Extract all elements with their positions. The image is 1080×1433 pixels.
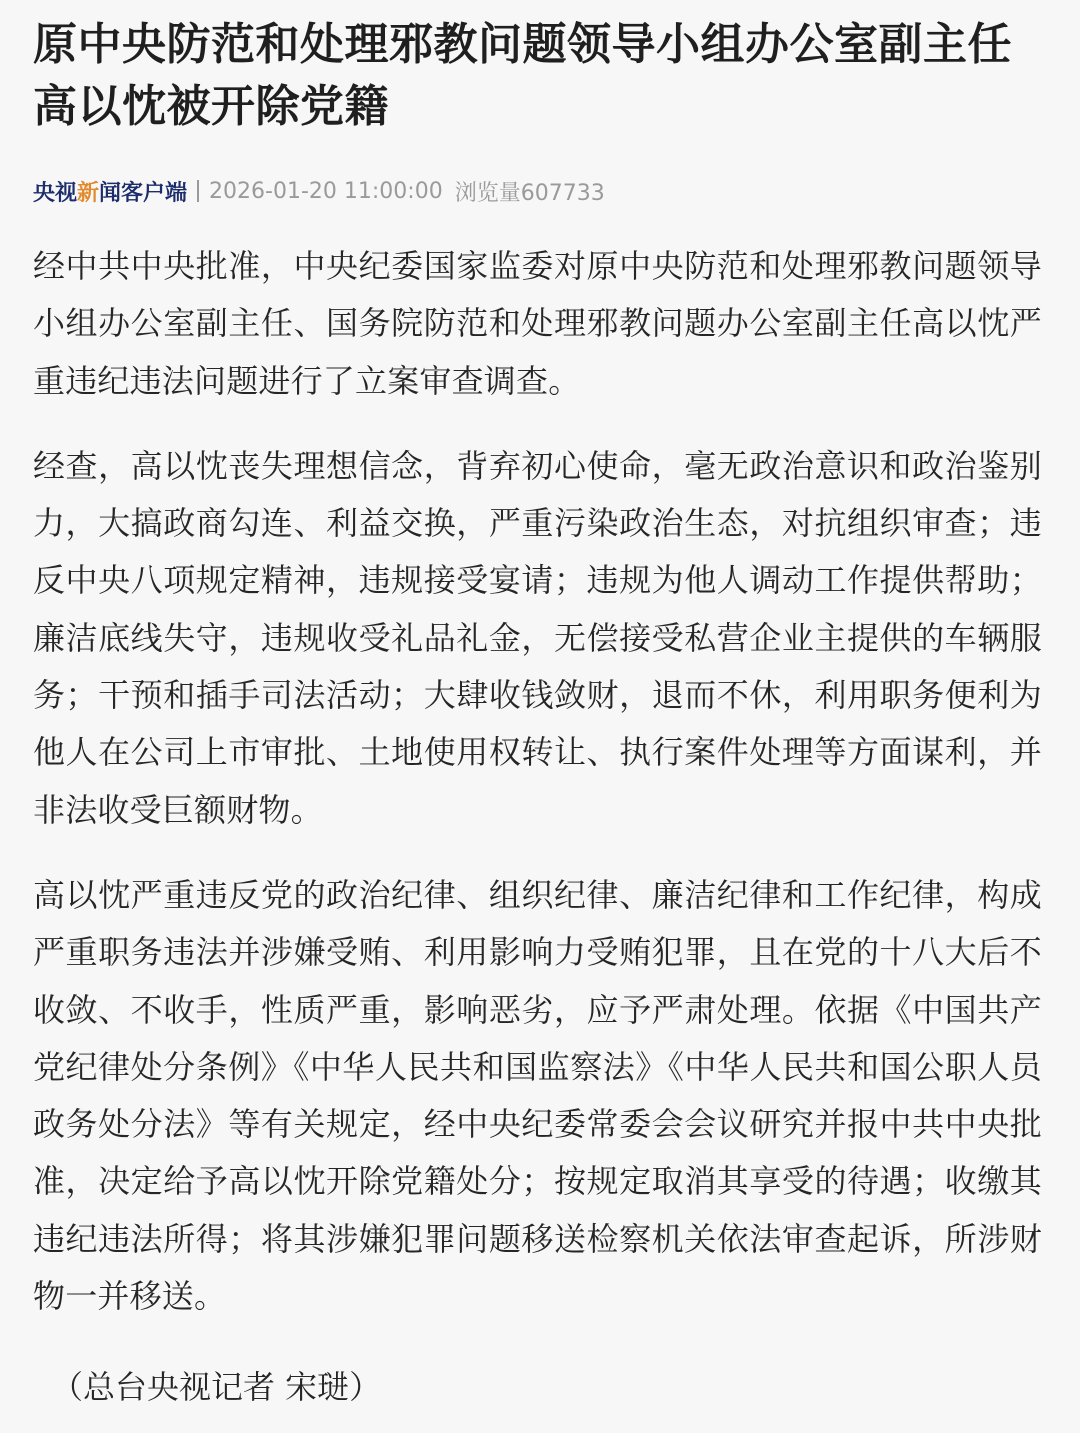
- publish-date: 2026-01-20 11:00:00: [209, 178, 443, 204]
- paragraph-1: 经中共中央批准，中央纪委国家监委对原中央防范和处理邪教问题领导小组办公室副主任、国务院防范和处理邪教问题办公室副主任高以忱严重违纪违法问题进行了立案审查调查。: [33, 247, 1042, 400]
- source-label[interactable]: [33, 176, 187, 207]
- meta-separator: [197, 180, 199, 202]
- source-part-2: 新: [77, 180, 100, 206]
- article-meta: [33, 174, 1042, 208]
- paragraph-2: 经查，高以忱丧失理想信念，背弃初心使命，毫无政治意识和政治鉴别力，大搞政商勾连、利益交换，严重污染政治生态，对抗组织审查；违反中央八项规定精神，违规接受宴请；违规为他人调动工作提供帮助；廉洁底线失守，违规收受礼品礼金，无偿接受私营企业主提供的车辆服务；干预和插手司法活动；大肆收钱敛财，退而不休，利用职务便利为他人在公司上市审批、土地使用权转让、执行案件处理等方面谋利，并非法收受巨额财物。: [33, 446, 1042, 829]
- source-part-3: 闻客户端: [99, 180, 188, 206]
- article-title: 原中央防范和处理邪教问题领导小组办公室副主任高以忱被开除党籍: [33, 19, 1012, 132]
- reporter-credit: （总台央视记者 宋琎）: [51, 1368, 382, 1407]
- paragraph-3: 高以忱严重违反党的政治纪律、组织纪律、廉洁纪律和工作纪律，构成严重职务违法并涉嫌受贿、利用影响力受贿犯罪，且在党的十八大后不收敛、不收手，性质严重，影响恶劣，应予严肃处理。依据《中国共产党纪律处分条例》《中华人民共和国监察法》《中华人民共和国公职人员政务处分法》等有关规定，经中央纪委常委会会议研究并报中共中央批准，决定给予高以忱开除党籍处分；按规定取消其享受的待遇；收缴其违纪违法所得；将其涉嫌犯罪问题移送检察机关依法审查起诉，所涉财物一并移送。: [33, 875, 1042, 1316]
- view-count: 浏览量607733: [454, 180, 605, 206]
- source-part-1: 央视: [33, 180, 78, 206]
- article-body: [33, 238, 1042, 1416]
